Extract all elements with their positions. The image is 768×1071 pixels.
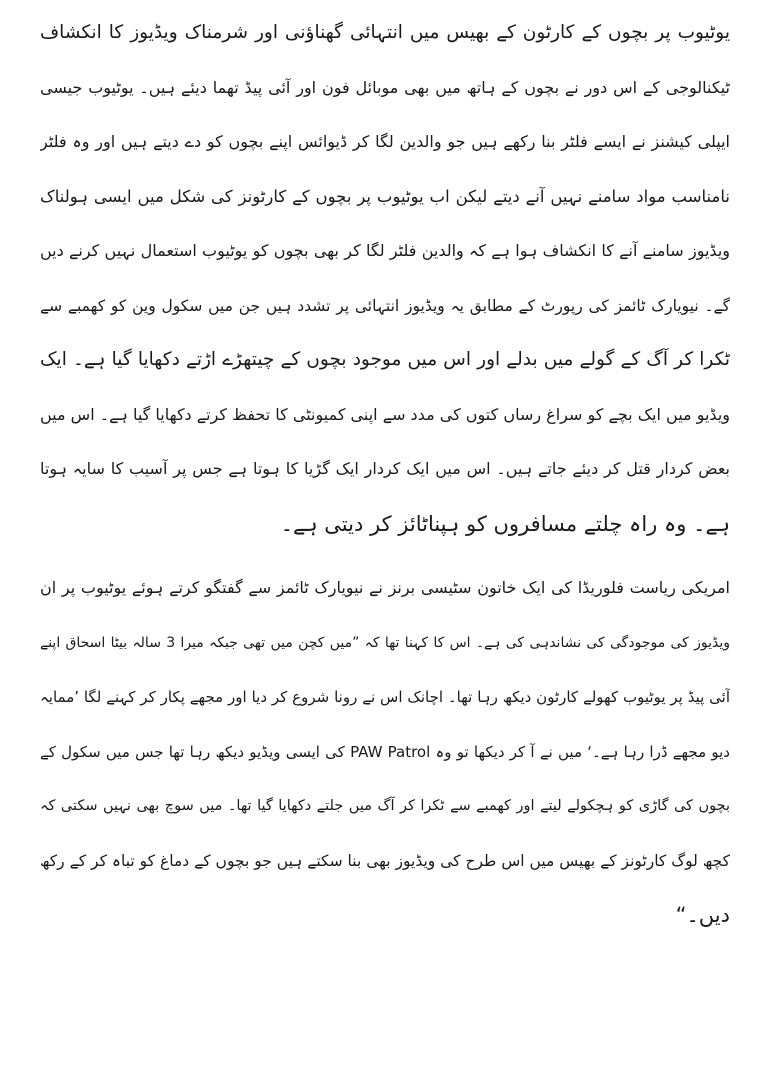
text-line: نامناسب مواد سامنے نہیں آنے دیتے لیکن اب یوٹیوب پر بچوں کے کارٹونز کی شکل میں ایسی ہولناک	[40, 186, 730, 206]
text-line: دیو مجھے ڈرا رہا ہے۔‘ میں نے آ کر دیکھا تو وہ PAW Patrol کی ایسی ویڈیو دیکھ رہا تھا جس میں سکول کے	[40, 742, 730, 761]
text-line: امریکی ریاست فلوریڈا کی ایک خاتون سٹیسی برنز نے نیویارک ٹائمز سے گفتگو کرتے ہوئے یوٹیوب پر ان	[40, 578, 730, 597]
text-line: دیں۔“	[675, 903, 730, 927]
text-line: ایپلی کیشنز نے ایسے فلٹر بنا رکھے ہیں جو والدین لگا کر ڈیوائس اپنے بچوں کو دے دیتے ہیں اور وہ فلٹر	[40, 132, 730, 151]
text-line: یوٹیوب پر بچوں کے کارٹون کے بھیس میں انتہائی گھناؤنی اور شرمناک ویڈیوز کا انکشاف	[40, 22, 730, 43]
text-line: ٹکرا کر آگ کے گولے میں بدلے اور اس میں موجود بچوں کے چیتھڑے اڑتے دکھایا گیا ہے۔ ایک	[40, 349, 730, 370]
text-line: بعض کردار قتل کر دیئے جاتے ہیں۔ اس میں ایک کردار ایک گڑیا کا ہوتا ہے جس پر آسیب کا سایہ ہوتا	[40, 459, 730, 478]
text-line: بچوں کی گاڑی کو ہچکولے لیتے اور کھمبے سے ٹکرا کر آگ میں جلتے دکھایا گیا تھا۔ میں سوچ بھی نہیں سکتی کہ	[40, 798, 730, 814]
paragraph-2	[40, 561, 730, 943]
text-line: ہے۔ وہ راہ چلتے مسافروں کو ہپناٹائز کر دیتی ہے۔	[280, 511, 730, 536]
text-line: ویڈیوز سامنے آنے کا انکشاف ہوا ہے کہ والدین فلٹر لگا کر بھی بچوں کو یوٹیوب استعمال نہیں کرنے دیں	[40, 241, 730, 260]
text-line: ٹیکنالوجی کے اس دور نے بچوں کے ہاتھ میں بھی موبائل فون اور آئی پیڈ تھما دیئے ہیں۔ یوٹیوب جیسی	[40, 77, 730, 97]
article-body	[40, 6, 730, 943]
paragraph-1	[40, 6, 730, 551]
text-line: گے۔ نیویارک ٹائمز کی رپورٹ کے مطابق یہ ویڈیوز انتہائی پر تشدد ہیں جن میں سکول وین کو کھمبے سے	[40, 296, 730, 315]
text-line: ویڈیوز کی موجودگی کی نشاندہی کی ہے۔ اس کا کہنا تھا کہ ”میں کچن میں تھی جبکہ میرا 3 سالہ بیٹا اسحاق اپنے	[40, 634, 730, 651]
text-line: ویڈیو میں ایک بچے کو سراغ رساں کتوں کی مدد سے اپنی کمیونٹی کا تحفظ کرتے دکھایا گیا ہے۔ اس میں	[40, 404, 730, 424]
text-line: کچھ لوگ کارٹونز کے بھیس میں اس طرح کی ویڈیوز بھی بنا سکتے ہیں جو بچوں کے دماغ کو تباہ کر کے رکھ	[40, 851, 730, 870]
text-line: آئی پیڈ پر یوٹیوب کھولے کارٹون دیکھ رہا تھا۔ اچانک اس نے رونا شروع کر دیا اور مجھے پکار کر کہنے لگا ’ممایہ	[40, 688, 730, 706]
